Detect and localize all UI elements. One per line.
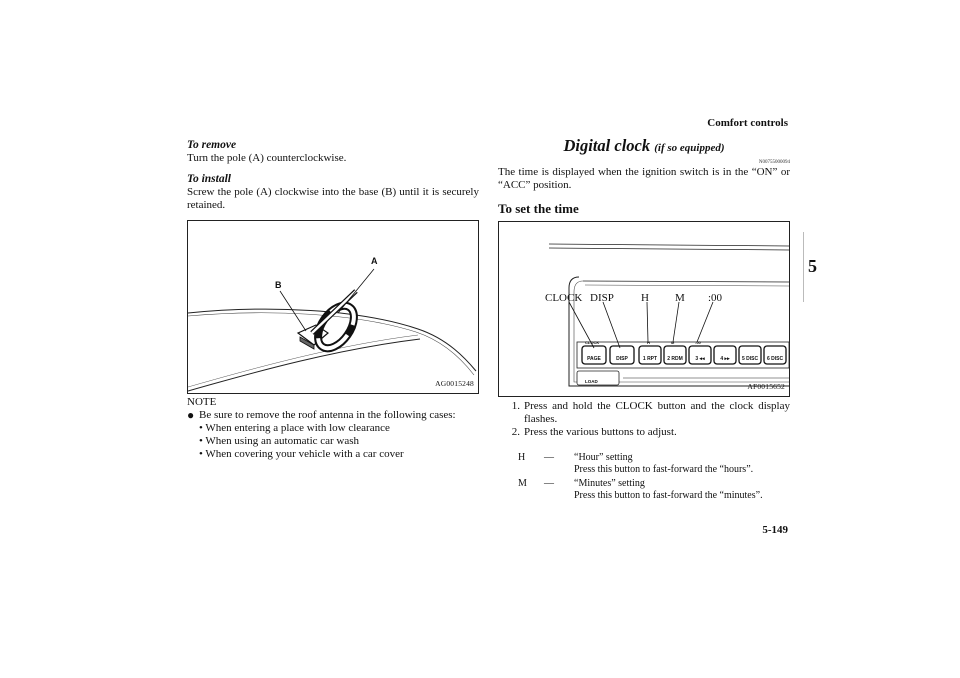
legend-dash: — xyxy=(544,478,554,489)
clock-figure xyxy=(498,221,790,397)
disp-button[interactable]: DISP xyxy=(616,356,628,362)
callout-00: :00 xyxy=(708,292,723,304)
note-bullet-text: Be sure to remove the roof antenna in the following cases: xyxy=(199,409,456,421)
legend-desc xyxy=(574,452,753,476)
clock-intro: The time is displayed when the ignition switch is in the “ON” or “ACC” position. xyxy=(498,166,790,191)
left-column xyxy=(187,139,479,461)
figure-label-a: A xyxy=(371,256,378,266)
radio-panel-illustration xyxy=(499,222,789,396)
callout-h: H xyxy=(641,292,649,304)
set-time-heading: To set the time xyxy=(498,201,579,216)
steps-list xyxy=(498,400,790,439)
forward-button[interactable]: 4 ▸▸ xyxy=(720,356,730,362)
antenna-illustration xyxy=(188,221,478,393)
section-title-suffix: (if so equipped) xyxy=(654,142,725,154)
list-item xyxy=(498,426,790,439)
note-heading: NOTE xyxy=(187,396,217,408)
legend-line1: “Hour” setting xyxy=(574,452,633,463)
antenna-figure xyxy=(187,220,479,394)
legend-line2: Press this button to fast-forward the “minutes”. xyxy=(574,490,763,501)
legend-dash: — xyxy=(544,452,554,463)
rpt-button[interactable]: 1 RPT xyxy=(642,356,658,362)
figure-label-b: B xyxy=(275,280,282,290)
note-body xyxy=(187,409,479,461)
rdm-button[interactable]: 2 RDM xyxy=(667,356,683,362)
step-text: Press and hold the CLOCK button and the clock display flashes. xyxy=(524,400,790,425)
list-item xyxy=(498,400,790,426)
page-header-title: Comfort controls xyxy=(707,117,788,129)
figure-code: AF0015652 xyxy=(747,382,785,391)
panel-label-h: H xyxy=(647,340,650,345)
panel-label-clock: CLOCK xyxy=(585,340,600,345)
remove-text: Turn the pole (A) counterclockwise. xyxy=(187,152,347,164)
legend-line1: “Minutes” setting xyxy=(574,478,645,489)
legend-key: H xyxy=(518,452,526,463)
callout-disp: DISP xyxy=(590,292,614,304)
section-tab xyxy=(803,232,824,302)
rewind-button[interactable]: 3 ◂◂ xyxy=(695,356,705,362)
step-text: Press the various buttons to adjust. xyxy=(524,426,677,438)
figure-code: AG0015248 xyxy=(435,379,474,388)
panel-label-m: M xyxy=(671,340,675,345)
list-item xyxy=(498,478,790,502)
disc-down-button[interactable]: 5 DISC xyxy=(741,356,759,362)
remove-heading: To remove xyxy=(187,139,237,151)
legend-key: M xyxy=(518,478,527,489)
list-item xyxy=(498,452,790,476)
note-item: • When entering a place with low clearance xyxy=(199,422,390,434)
section-title xyxy=(498,136,790,155)
section-tab-number: 5 xyxy=(808,256,817,276)
note-item: • When covering your vehicle with a car cover xyxy=(199,448,404,460)
section-title-main: Digital clock xyxy=(563,136,651,155)
button-legend xyxy=(498,452,790,502)
disc-up-button[interactable]: 6 DISC xyxy=(766,356,784,362)
doc-code: N00755000094 xyxy=(758,160,790,165)
note-bullet xyxy=(187,409,479,422)
legend-line2: Press this button to fast-forward the “hours”. xyxy=(574,464,754,475)
page-button[interactable]: PAGE xyxy=(587,356,601,362)
load-button[interactable]: LOAD xyxy=(585,379,598,384)
note-item: • When using an automatic car wash xyxy=(199,435,360,447)
install-heading: To install xyxy=(187,173,231,185)
legend-desc xyxy=(574,478,763,502)
callout-m: M xyxy=(675,292,685,304)
panel-label-00: :00 xyxy=(695,340,701,345)
step-number: 2. xyxy=(511,426,520,438)
right-column xyxy=(498,136,790,504)
page-number: 5-149 xyxy=(762,524,788,536)
step-number: 1. xyxy=(511,400,520,412)
install-text: Screw the pole (A) clockwise into the base (B) until it is securely retained. xyxy=(187,186,479,211)
callout-clock: CLOCK xyxy=(545,292,583,304)
bullet-icon: ● xyxy=(187,408,195,422)
